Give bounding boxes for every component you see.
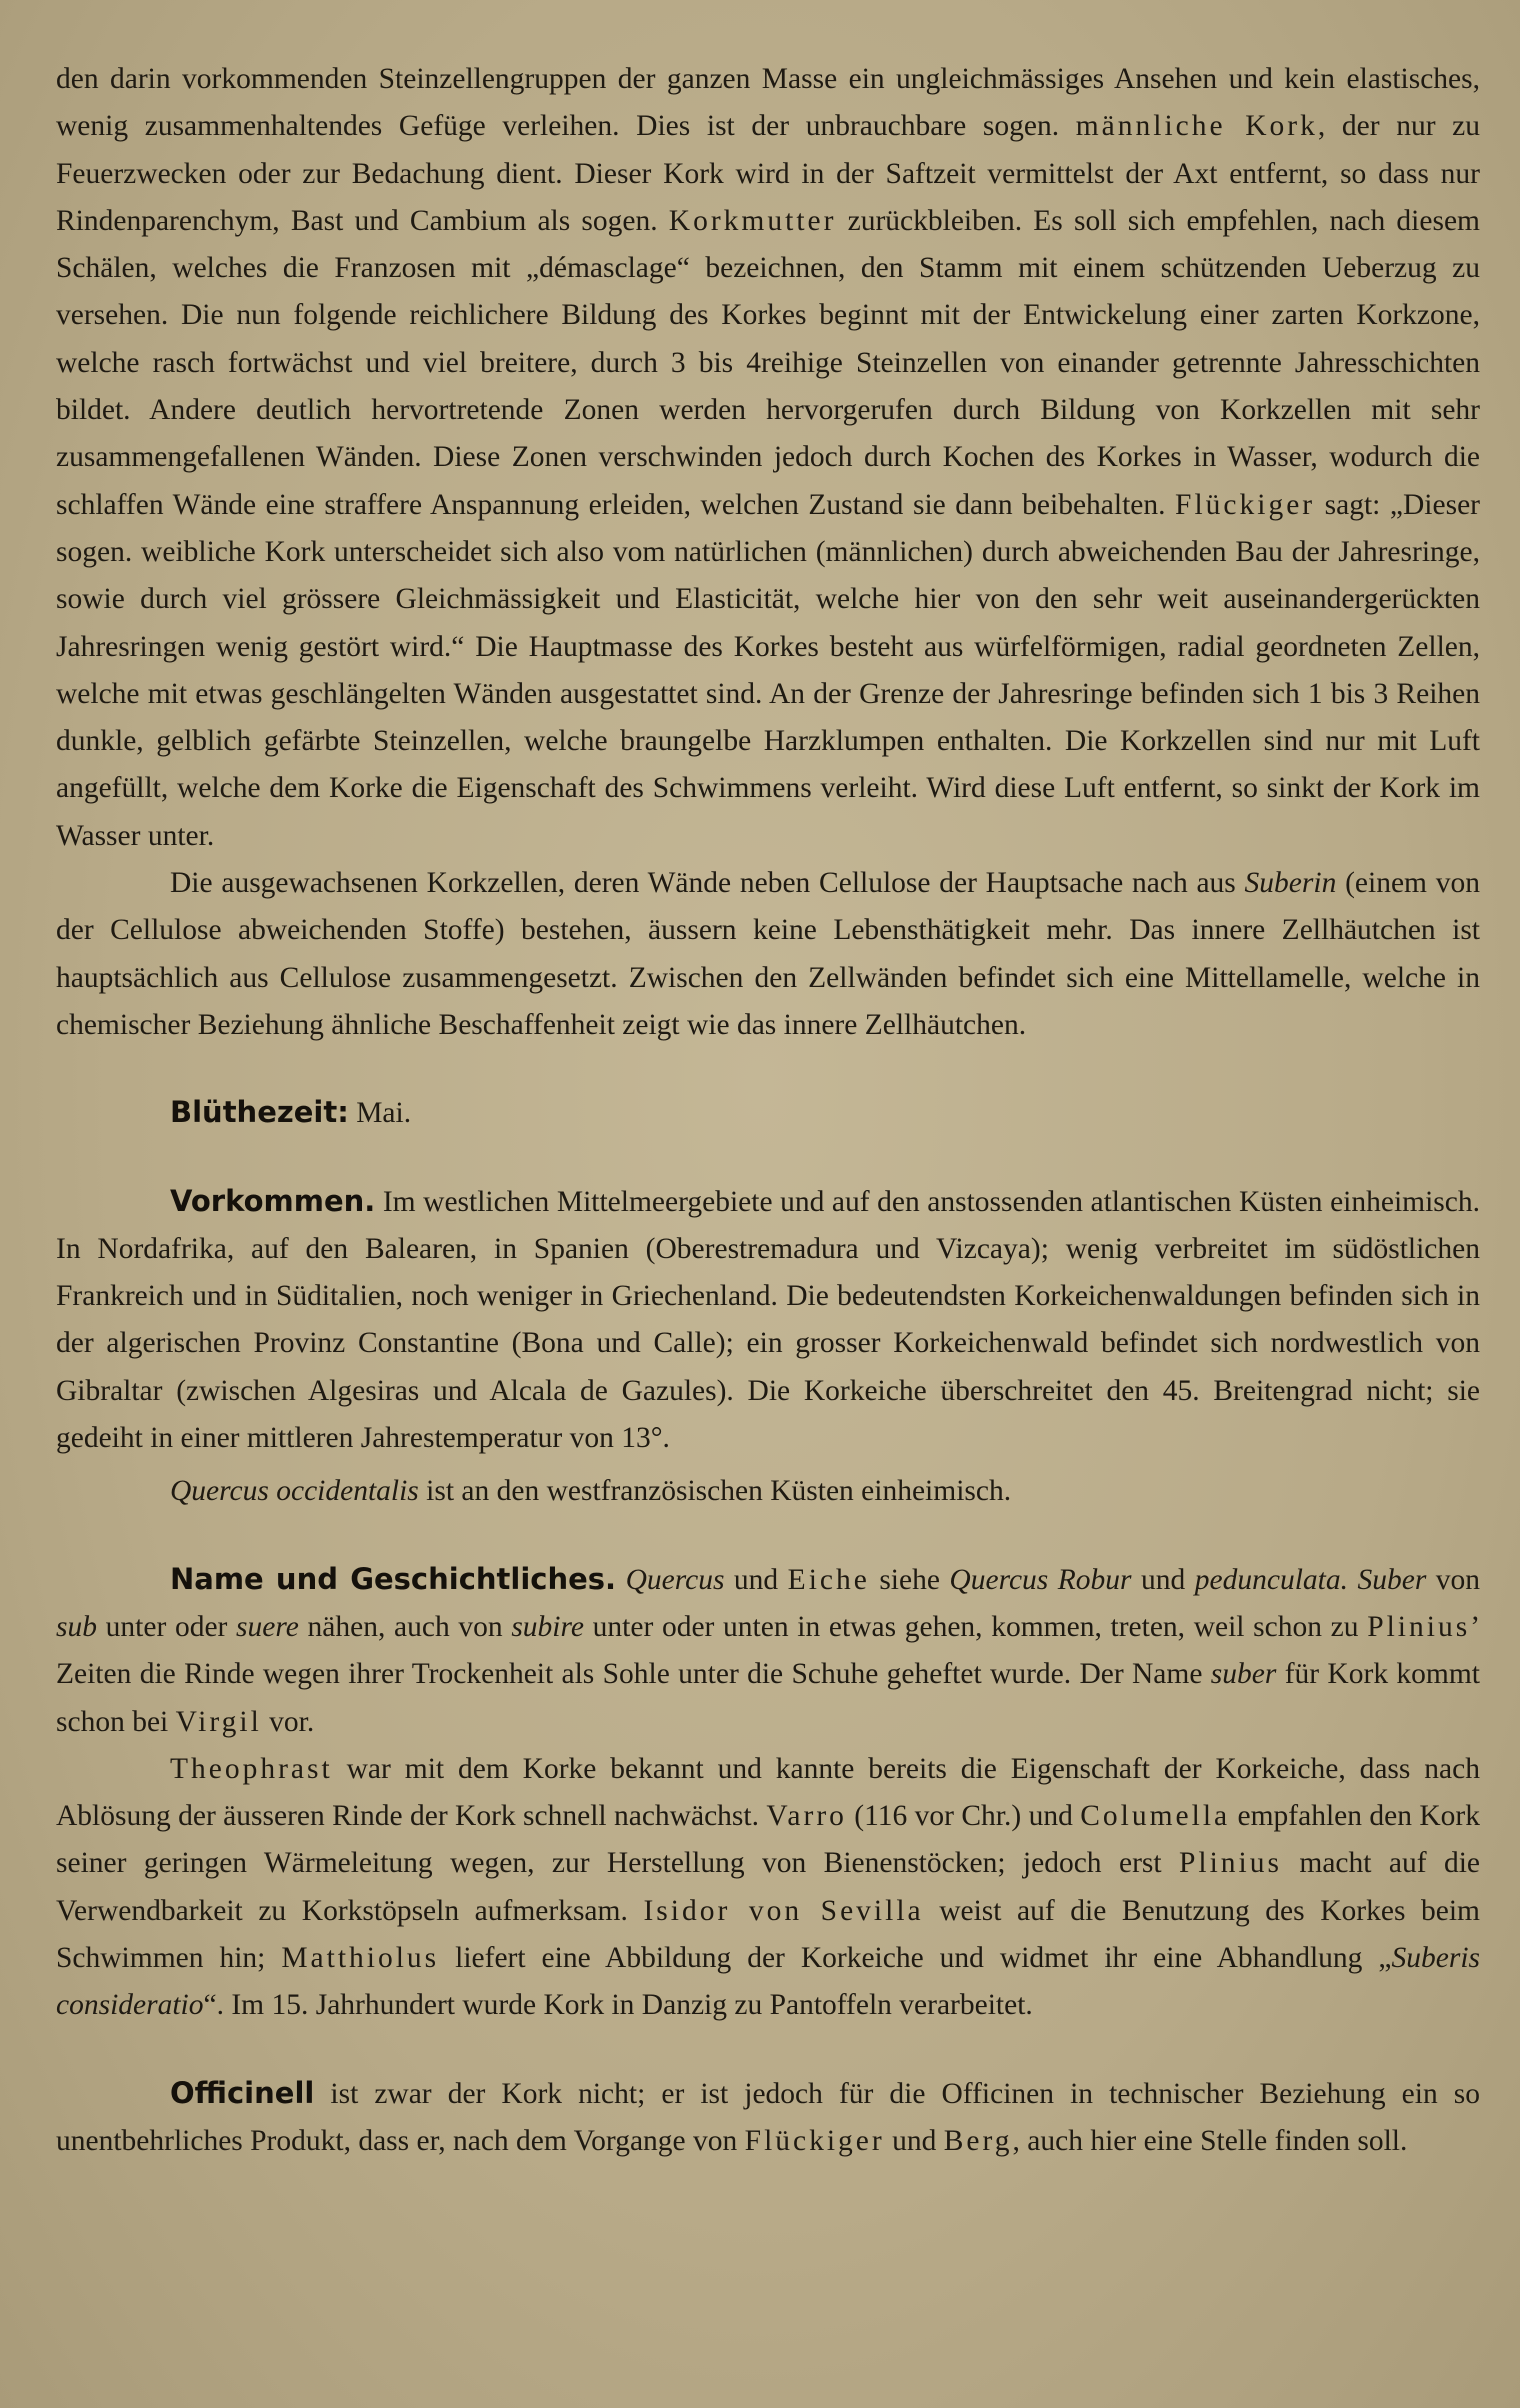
author-virgil: Virgil (175, 1705, 262, 1738)
author-flueckiger-2: Flückiger (744, 2124, 885, 2157)
term-korkmutter: Korkmutter (668, 204, 837, 237)
term-suberin: Suberin (1244, 867, 1337, 900)
author-plinius-2: Plinius (1178, 1847, 1282, 1880)
paragraph-officinell: Officinell ist zwar der Kork nicht; er ist jedoch für die Officinen in technischer Beziehung ein so unentbehrliches Produkt, dass er, nach dem Vorgange von Flückiger und Berg, auch hier eine Stelle finden soll. (56, 2075, 1480, 2157)
heading-name-geschichtliches: Name und Geschichtliches. (170, 1561, 617, 1596)
author-isidor: Isidor von Sevilla (643, 1894, 924, 1927)
heading-bluethezeit: Blüthezeit: (170, 1095, 349, 1130)
heading-vorkommen: Vorkommen. (170, 1183, 376, 1218)
paragraph-cork-cells: Die ausgewachsenen Korkzellen, deren Wände neben Cellulose der Hauptsache nach aus Suberin (einem von der Cellulose abweichenden Stoffe) bestehen, äussern keine Lebensthätigkeit mehr. Das innere Zellhäutchen ist hauptsächlich aus Cellulose zusammengesetzt. Zwischen den Zellwänden befindet sich eine Mittellamelle, welche in chemischer Beziehung ähnliche Beschaffenheit zeigt wie das innere Zellhäutchen. (56, 867, 1480, 1041)
term-maennliche-kork: männliche Kork (1075, 110, 1318, 143)
author-berg: Berg (943, 2124, 1013, 2157)
paragraph-cork-structure: den darin vorkommenden Steinzellengruppen der ganzen Masse ein ungleichmässiges Ansehen und kein elastisches, wenig zusammenhaltendes Gefüge verleihen. Dies ist der unbrauchbare sogen. männliche Kork, der nur zu Feuerzwecken oder zur Bedachung dient. Dieser Kork wird in der Saftzeit vermittelst der Axt entfernt, so dass nur Rindenparenchym, Bast und Cambium als sogen. Korkmutter zurückbleiben. Es soll sich empfehlen, nach diesem Schälen, welches die Franzosen mit „démasclage“ bezeichnen, den Stamm mit einem schützenden Ueberzug zu versehen. Die nun folgende reichlichere Bildung des Korkes beginnt mit der Entwickelung einer zarten Korkzone, welche rasch fortwächst und viel breitere, durch 3 bis 4reihige Steinzellen von einander getrennte Jahresschichten bildet. Andere deutlich hervortretende Zonen werden hervorgerufen durch Bildung von Korkzellen mit sehr zusammengefallenen Wänden. Diese Zonen verschwinden jedoch durch Kochen des Korkes in Wasser, wodurch die schlaffen Wände eine straffere Anspannung erleiden, welchen Zustand sie dann beibehalten. Flückiger sagt: „Dieser sogen. weibliche Kork unterscheidet sich also vom natürlichen (männlichen) durch abweichenden Bau der Jahresringe, sowie durch viel grössere Gleichmässigkeit und Elasticität, welche hier von den sehr weit auseinandergerückten Jahresringen wenig gestört wird.“ Die Hauptmasse des Korkes besteht aus würfelförmigen, radial geordneten Zellen, welche mit etwas geschlängelten Wänden ausgestattet sind. An der Grenze der Jahresringe befinden sich 1 bis 3 Reihen dunkle, gelblich gefärbte Steinzellen, welche braungelbe Harzklumpen enthalten. Die Korkzellen sind nur mit Luft angefüllt, welche dem Korke die Eigenschaft des Schwimmens verleiht. Wird diese Luft entfernt, so sinkt der Kork im Wasser unter. (56, 63, 1480, 852)
author-varro: Varro (766, 1800, 847, 1833)
paragraph-bluethezeit: Blüthezeit: Mai. (170, 1095, 412, 1130)
paragraph-name-geschichtliches: Name und Geschichtliches. Quercus und Eiche siehe Quercus Robur und pedunculata. Suber von sub unter oder suere nähen, auch von subire unter oder unten in etwas gehen, kommen, treten, weil schon zu Plinius’ Zeiten die Rinde wegen ihrer Trockenheit als Sohle unter die Schuhe geheftet wurde. Der Name suber für Kork kommt schon bei Virgil vor. (56, 1561, 1481, 1738)
paragraph-vorkommen: Vorkommen. Im westlichen Mittelmeergebiete und auf den anstossenden atlantischen Küsten einheimisch. In Nordafrika, auf den Balearen, in Spanien (Oberestremadura und Vizcaya); wenig verbreitet im südöstlichen Frankreich und in Süditalien, noch weniger in Griechenland. Die bedeutendsten Korkeichenwaldungen befinden sich in der algerischen Provinz Constantine (Bona und Calle); ein grosser Korkeichenwald befindet sich nordwestlich von Gibraltar (zwischen Algesiras und Alcala de Gazules). Die Korkeiche überschreitet den 45. Breitengrad nicht; sie gedeiht in einer mittleren Jahrestemperatur von 13°. (56, 1183, 1480, 1455)
paragraph-theophrast: Theophrast war mit dem Korke bekannt und kannte bereits die Eigenschaft der Korkeiche, dass nach Ablösung der äusseren Rinde der Kork schnell nachwächst. Varro (116 vor Chr.) und Columella empfahlen den Kork seiner geringen Wärmeleitung wegen, zur Herstellung von Bienenstöcken; jedoch erst Plinius macht auf die Verwendbarkeit zu Korkstöpseln aufmerksam. Isidor von Sevilla weist auf die Benutzung des Korkes beim Schwimmen hin; Matthiolus liefert eine Abbildung der Korkeiche und widmet ihr eine Abhandlung „Suberis consideratio“. Im 15. Jahrhundert wurde Kork in Danzig zu Pantoffeln verarbeitet. (56, 1752, 1481, 2022)
heading-officinell: Officinell (170, 2075, 315, 2110)
author-matthiolus: Matthiolus (281, 1941, 440, 1974)
author-columella: Columella (1080, 1800, 1231, 1833)
title-suberis-consideratio: Suberis consideratio (56, 1941, 1480, 2022)
paragraph-quercus-occidentalis: Quercus occidentalis ist an den westfranzösischen Küsten einheimisch. (170, 1475, 1012, 1508)
author-theophrast: Theophrast (170, 1752, 333, 1785)
author-flueckiger: Flückiger (1175, 488, 1316, 521)
author-plinius: Plinius (1367, 1610, 1471, 1643)
term-quercus-occidentalis: Quercus occidentalis (170, 1475, 419, 1508)
text-body (56, 56, 1480, 2165)
